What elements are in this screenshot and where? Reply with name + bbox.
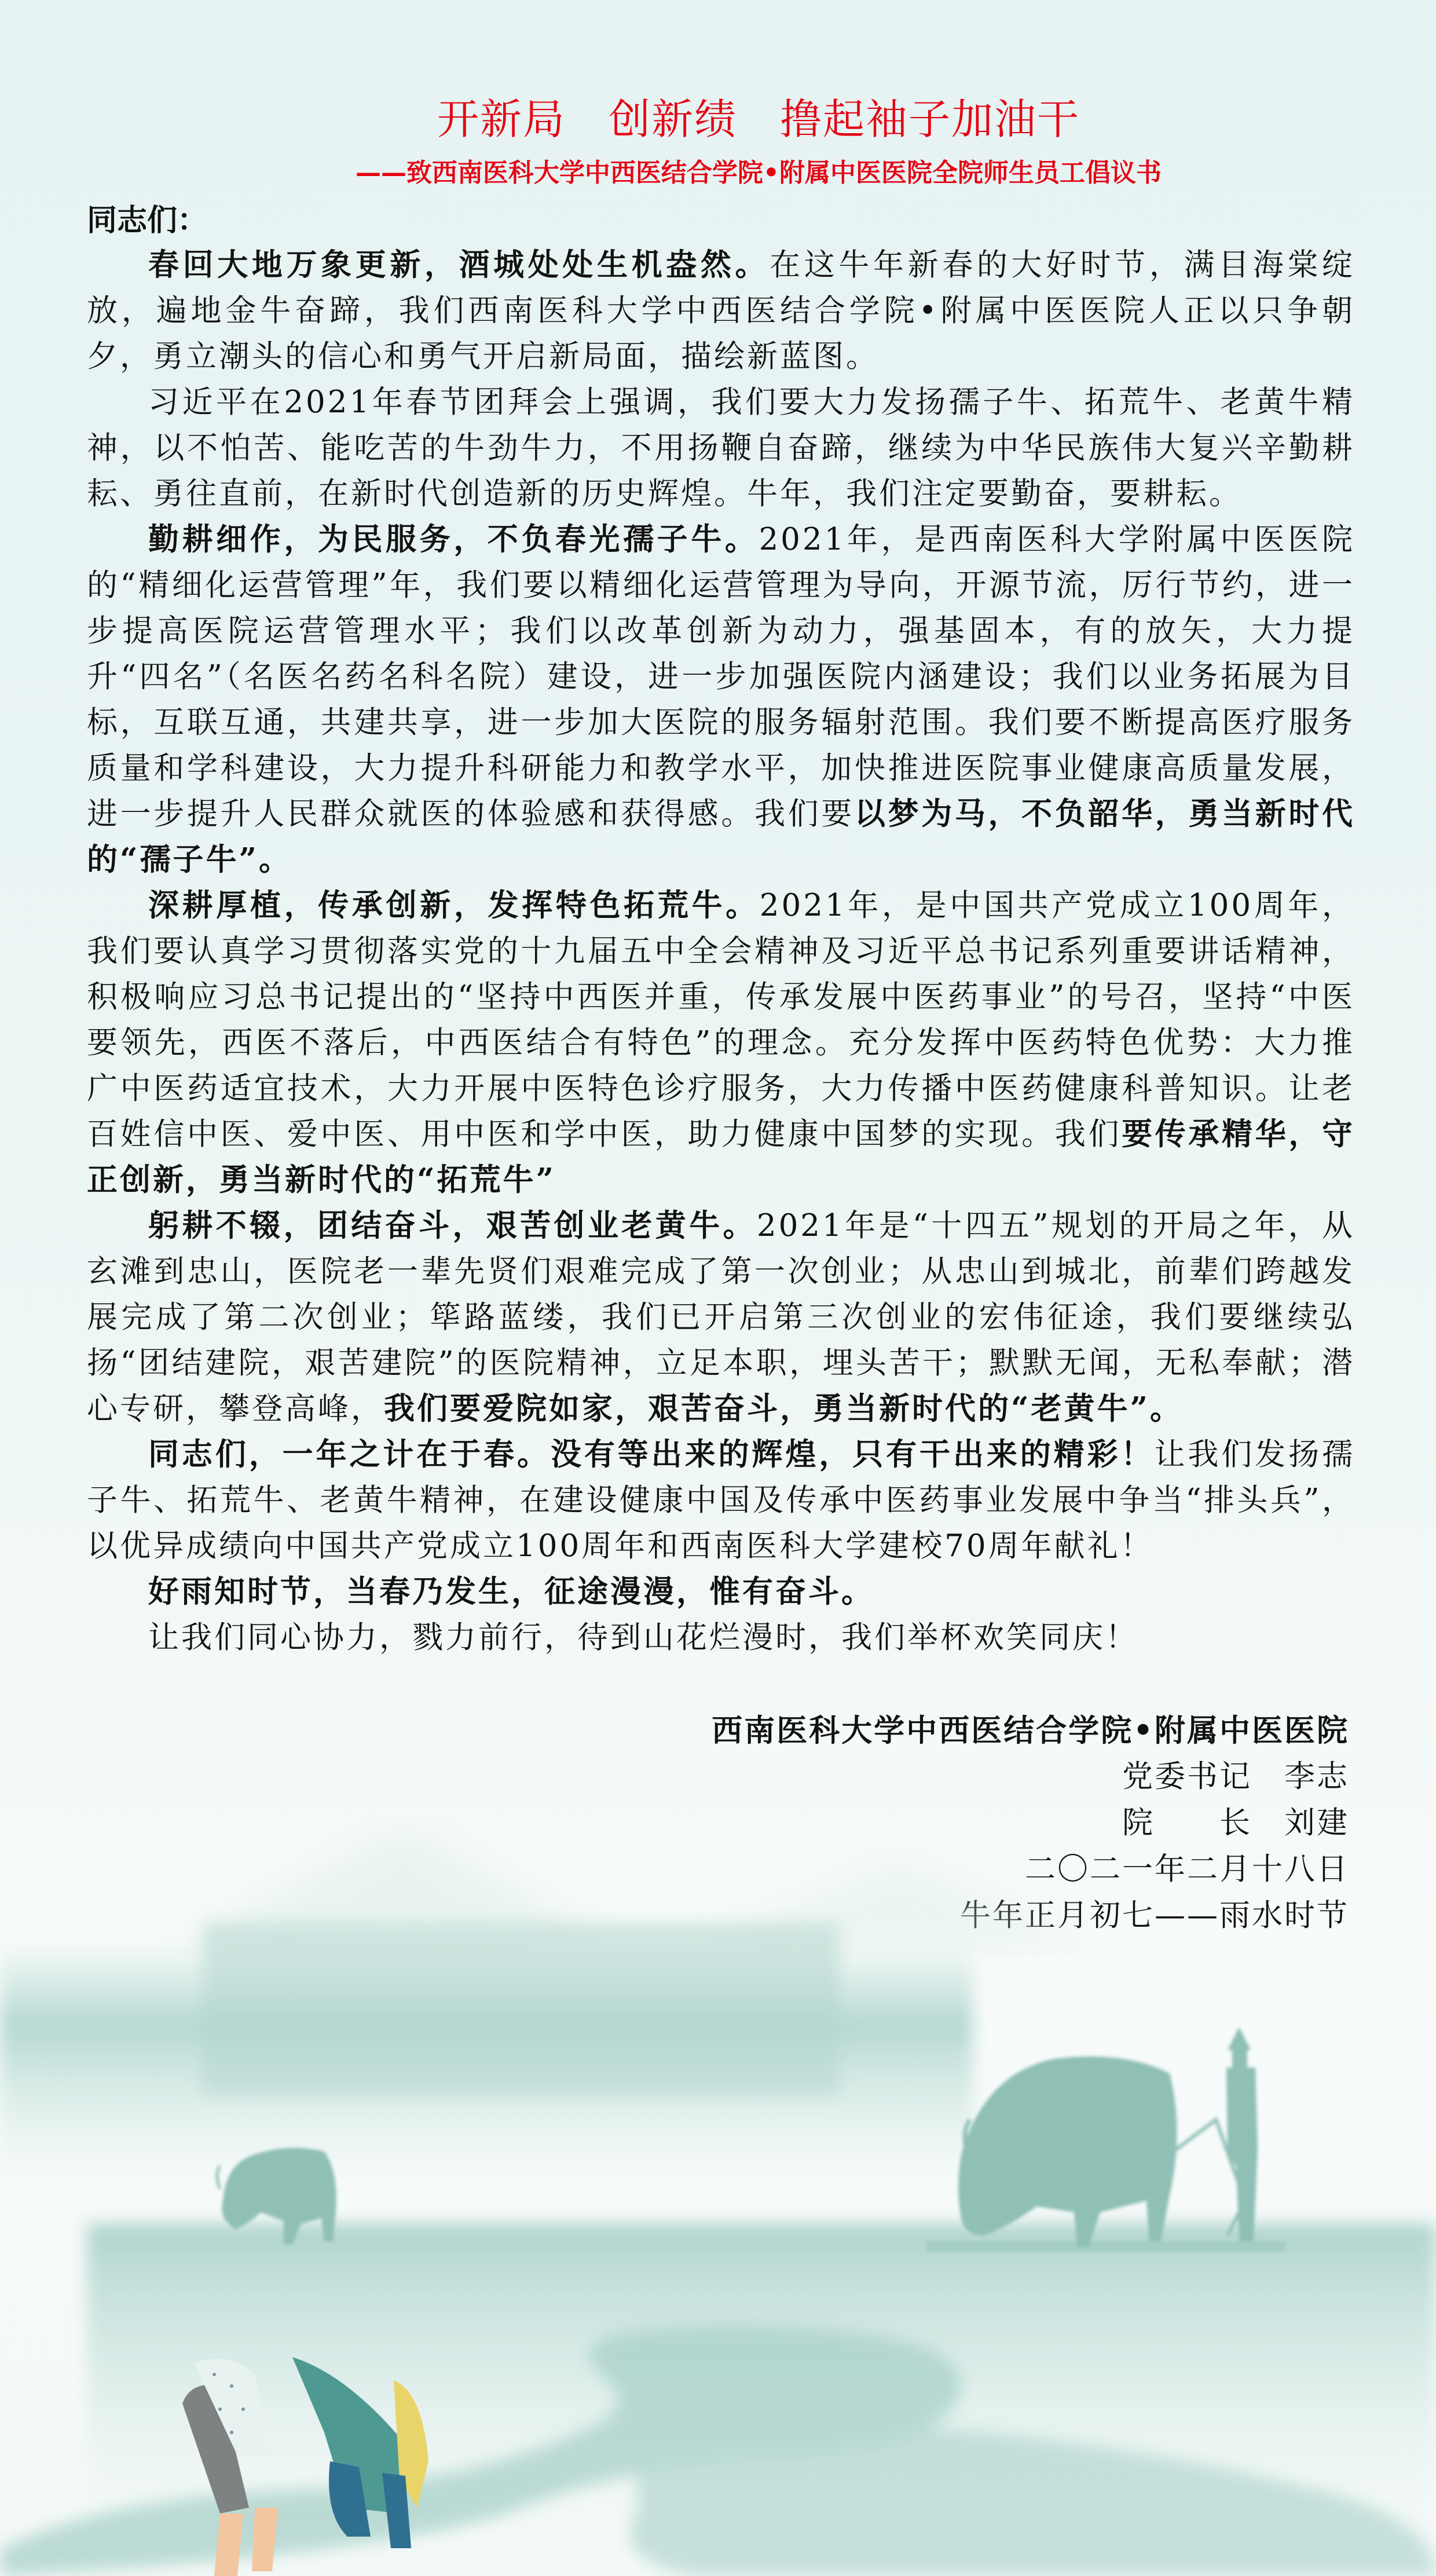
salutation: 同志们： [87,203,208,238]
paragraph [87,1615,1355,1660]
paragraph-lead: 好雨知时节，当春乃发生，征途漫漫，惟有奋斗。 [148,1574,874,1609]
signature-organization: 西南医科大学中西医结合学院•附属中医医院 [712,1713,1349,1748]
signature-lunar-date: 牛年正月初七——雨水时节 [960,1898,1349,1933]
paragraph-lead: 同志们，一年之计在于春。没有等出来的辉煌，只有干出来的精彩！ [148,1436,1155,1472]
signature-date: 二〇二一年二月十八日 [1025,1851,1349,1887]
paragraph-tail: 我们要爱院如家，艰苦奋斗，勇当新时代的“老黄牛”。 [384,1391,1183,1426]
paragraph-text: 2021年，是西南医科大学附属中医医院的“精细化运营管理”年，我们要以精细化运营管理为导向，开源节流，厉行节约，进一步提高医院运营管理水平；我们以改革创新为动力，强基固本，有的放矢，大力提升“四名”（名医名药名科名院）建设，进一步加强医院内涵建设；我们以业务拓展为目标，互联互通，共建共享，进一步加大医院的服务辐射范围。我们要不断提高医疗服务质量和学科建设，大力提升科研能力和教学水平，加快推进医院事业健康高质量发展，进一步提升人民群众就医的体验感和获得感。我们要 [87,522,1356,832]
letter-body [87,242,1355,1660]
paragraph-tail: 以梦为马，不负韶华，勇当新时代的“孺子牛”。 [87,796,1356,877]
paragraph [87,1432,1355,1569]
signature-president: 院 长 刘建 [1122,1805,1349,1840]
paragraph [87,517,1355,883]
paragraph [87,1203,1355,1432]
upper-mist-band [0,1923,973,2183]
paragraph-text: 让我们发扬孺子牛、拓荒牛、老黄牛精神，在建设健康中国及传承中医药事业发展中争当“排头兵”，以优异成绩向中国共产党成立100周年和西南医科大学建校70周年献礼！ [87,1437,1356,1564]
paragraph-text: 2021年是“十四五”规划的开局之年，从玄滩到忠山，医院老一辈先贤们艰难完成了第一次创业；从忠山到城北，前辈们跨越发展完成了第二次创业；筚路蓝缕，我们已开启第三次创业的宏伟征途，我们要继续弘扬“团结建院，艰苦建院”的医院精神，立足本职，埋头苦干；默默无闻，无私奉献；潜心专研，攀登高峰， [87,1208,1355,1426]
paragraph-text: 2021年，是中国共产党成立100周年，我们要认真学习贯彻落实党的十九届五中全会精神及习近平总书记系列重要讲话精神，积极响应习总书记提出的“坚持中西医并重，传承发展中医药事业”的号召，坚持“中医要领先，西医不落后，中西医结合有特色”的理念。充分发挥中医药特色优势：大力推广中医药适宜技术，大力开展中医特色诊疗服务，大力传播中医药健康科普知识。让老百姓信中医、爱中医、用中医和学中医，助力健康中国梦的实现。我们 [87,888,1356,1152]
signature-secretary: 党委书记 李志 [1122,1759,1349,1794]
buffalo-plough-farmer-icon [926,2027,1285,2252]
paragraph-lead: 勤耕细作，为民服务，不负春光孺子牛。 [148,521,759,557]
paragraph [87,883,1355,1203]
paragraph-text: 在这牛年新春的大好时节，满目海棠绽放，遍地金牛奋蹄，我们西南医科大学中西医结合学院•附属中医医院人正以只争朝夕，勇立潮头的信心和勇气开启新局面，描绘新蓝图。 [87,247,1356,374]
paragraph-tail: 要传承精华，守正创新，勇当新时代的“拓荒牛” [87,1116,1356,1198]
paragraph [87,242,1355,379]
paragraph-text: 习近平在2021年春节团拜会上强调，我们要大力发扬孺子牛、拓荒牛、老黄牛精神，以不怕苦、能吃苦的牛劲牛力，不用扬鞭自奋蹄，继续为中华民族伟大复兴辛勤耕耘、勇往直前，在新时代创造新的历史辉煌。牛年，我们注定要勤奋，要耕耘。 [87,385,1355,511]
paragraph-text: 让我们同心协力，戮力前行，待到山花烂漫时，我们举杯欢笑同庆！ [148,1620,1138,1655]
ink-landscape-illustration [0,1795,1436,2576]
paragraph-lead: 躬耕不辍，团结奋斗，艰苦创业老黄牛。 [148,1208,757,1243]
page-subtitle: ——致西南医科大学中西医结合学院•附属中医医院全院师生员工倡议书 [355,158,1162,188]
page-title: 开新局 创新绩 撸起袖子加油干 [437,95,1080,144]
paragraph-lead: 春回大地万象更新，酒城处处生机盎然。 [148,247,770,283]
paragraph [87,1569,1355,1615]
paragraph [87,379,1355,517]
paragraph-lead: 深耕厚植，传承创新，发挥特色拓荒牛。 [148,887,760,923]
